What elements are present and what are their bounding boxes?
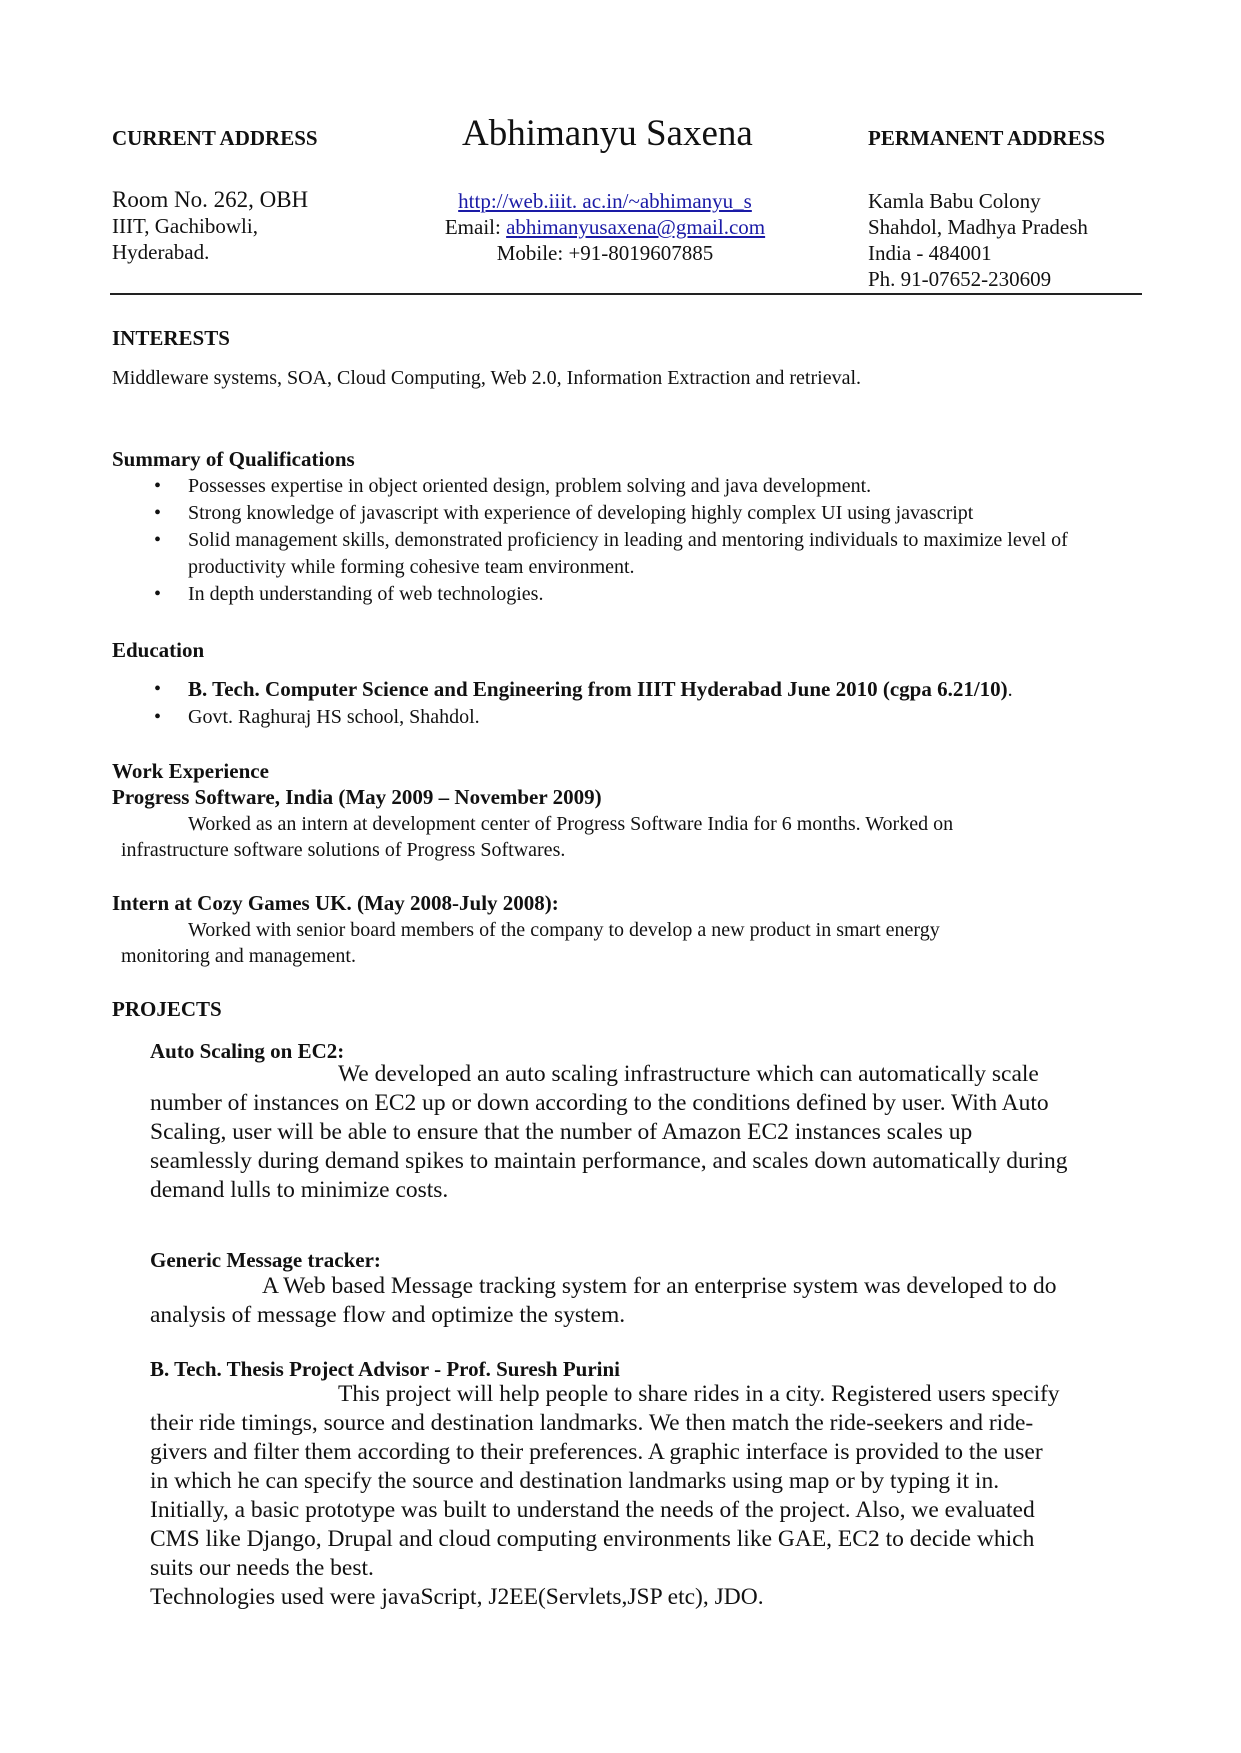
bullet-icon: • — [154, 529, 162, 551]
project-description: We developed an auto scaling infrastructure which can automatically scale number of instances on EC2 up or down according to the conditions defined by user. With Auto Scaling, user will be able to ensure that the number of Amazon EC2 instances scales up seamlessly during demand spikes to maintain performance, and scales down automatically during demand lulls to minimize costs. — [150, 1061, 1068, 1203]
summary-heading: Summary of Qualifications — [112, 447, 355, 471]
current-address-label: CURRENT ADDRESS — [112, 126, 318, 150]
bullet-icon: • — [154, 583, 162, 605]
list-item: • Govt. Raghuraj HS school, Shahdol. — [188, 704, 1138, 731]
current-address-line: Hyderabad. — [112, 240, 210, 264]
applicant-name: Abhimanyu Saxena — [462, 113, 753, 154]
contact-block — [400, 188, 810, 266]
header-divider — [110, 293, 1142, 295]
bullet-icon: • — [154, 706, 162, 728]
permanent-address-line: Ph. 91-07652-230609 — [868, 267, 1052, 291]
permanent-address-line: Kamla Babu Colony — [868, 189, 1041, 213]
job-description-line: Worked with senior board members of the company to develop a new product in smart energy — [188, 919, 940, 941]
current-address-line: IIIT, Gachibowli, — [112, 214, 258, 238]
list-item: • In depth understanding of web technologies. — [188, 581, 1138, 608]
projects-heading: PROJECTS — [112, 997, 222, 1021]
permanent-address-line: India - 484001 — [868, 241, 992, 265]
bullet-icon: • — [154, 475, 162, 497]
list-item: • Strong knowledge of javascript with experience of developing highly complex UI using javascript — [188, 500, 1138, 527]
project-description: A Web based Message tracking system for an enterprise system was developed to do analysis of message flow and optimize the system. — [150, 1273, 1057, 1328]
project-heading: Generic Message tracker: — [150, 1248, 381, 1272]
job-description-line: Worked as an intern at development center of Progress Software India for 6 months. Worked on — [188, 813, 954, 835]
current-address-block — [112, 186, 308, 265]
mobile-number: Mobile: +91-8019607885 — [496, 241, 714, 265]
permanent-address-label: PERMANENT ADDRESS — [868, 126, 1106, 150]
list-item: • Solid management skills, demonstrated proficiency in leading and mentoring individuals to maximize level of productivity while forming cohesive team environment. — [154, 529, 1068, 578]
interests-heading: INTERESTS — [112, 326, 230, 350]
current-address-line: Room No. 262, OBH — [112, 187, 309, 212]
project-heading: B. Tech. Thesis Project Advisor - Prof. Suresh Purini — [150, 1357, 621, 1381]
website-link[interactable]: http://web.iiit. ac.in/~abhimanyu_s — [458, 189, 752, 213]
job-description-line: monitoring and management. — [121, 945, 356, 967]
bullet-icon: • — [154, 678, 162, 700]
permanent-address-line: Shahdol, Madhya Pradesh — [868, 215, 1088, 239]
email-label: Email: — [444, 215, 507, 239]
job-heading: Intern at Cozy Games UK. (May 2008-July 2008): — [112, 891, 559, 915]
list-item: • Possesses expertise in object oriented design, problem solving and java development. — [188, 473, 1138, 500]
permanent-address-block — [868, 188, 1088, 292]
job-description-line: infrastructure software solutions of Progress Softwares. — [121, 839, 566, 861]
work-heading: Work Experience — [112, 759, 269, 783]
email-link[interactable]: abhimanyusaxena@gmail.com — [506, 215, 766, 239]
job-heading: Progress Software, India (May 2009 – November 2009) — [112, 785, 602, 809]
project-description: This project will help people to share rides in a city. Registered users specify their ride timings, source and destination landmarks. We then match the ride-seekers and ride- givers and filter them according to their preferences. A graphic interface is provided to the user in which he can specify the source and destination landmarks using map or by typing it in. Initially, a basic prototype was built to understand the needs of the project. Also, we evaluated CMS like Django, Drupal and cloud computing environments like GAE, EC2 to decide which suits our needs the best. Technologies used were javaScript, J2EE(Servlets,JSP etc), JDO. — [150, 1381, 1060, 1610]
education-heading: Education — [112, 638, 205, 662]
interests-text: Middleware systems, SOA, Cloud Computing, Web 2.0, Information Extraction and retrieval. — [112, 367, 862, 389]
bullet-icon: • — [154, 502, 162, 524]
project-heading: Auto Scaling on EC2: — [150, 1039, 345, 1063]
summary-list — [154, 473, 1138, 608]
education-list — [154, 676, 1138, 731]
list-item: • B. Tech. Computer Science and Engineering from IIIT Hyderabad June 2010 (cgpa 6.21/10). — [154, 677, 1013, 701]
